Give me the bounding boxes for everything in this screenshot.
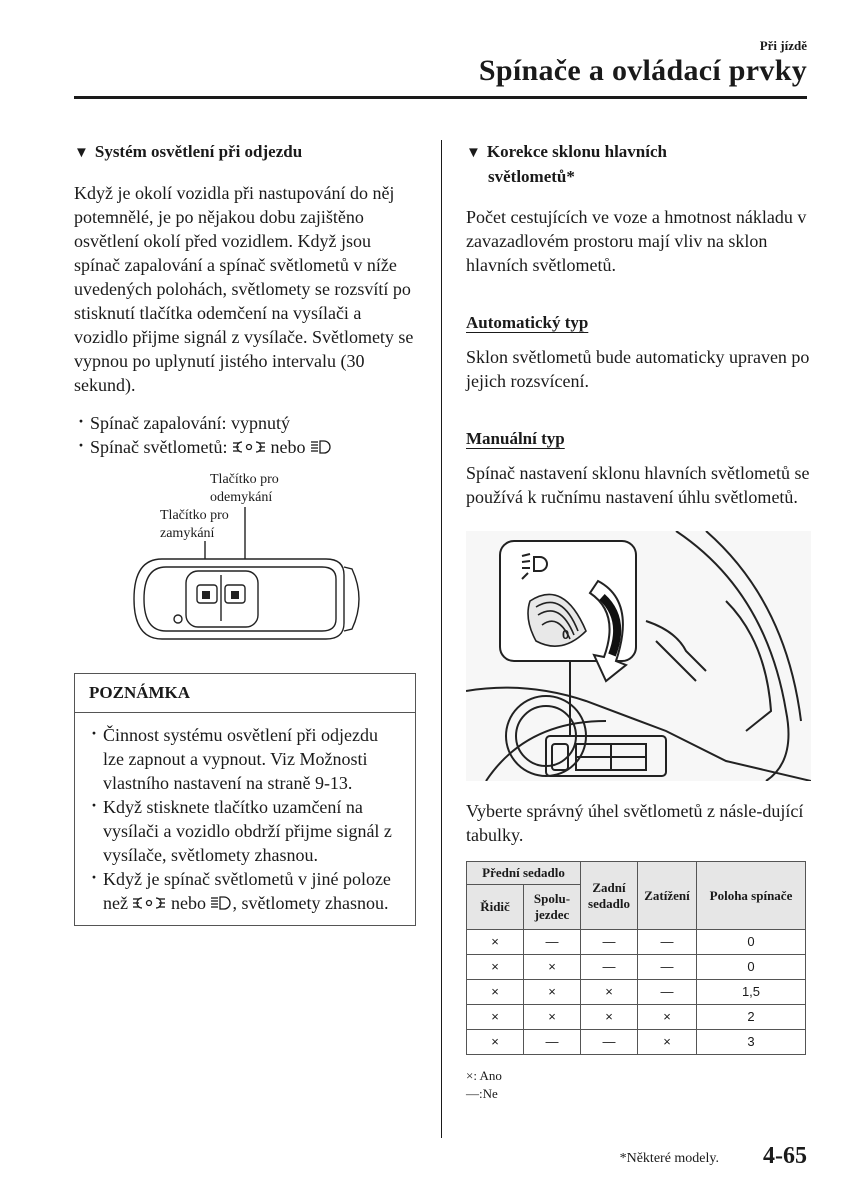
list-item: · Když stisknete tlačítko uzamčení na vysílači a vozidlo obdrží přijme signál z vysílače, světlomety zhasnou. [89, 795, 401, 867]
front-seat-header: Přední sedadlo [467, 862, 581, 885]
table-cell: × [467, 930, 524, 955]
table-cell: × [467, 1030, 524, 1055]
table-row [467, 1005, 806, 1030]
table-cell: × [524, 980, 581, 1005]
automatic-type-heading: Automatický typ [466, 313, 589, 332]
table-cell: 3 [697, 1030, 806, 1055]
table-cell: — [638, 955, 697, 980]
note-list [89, 723, 401, 915]
table-row [467, 955, 806, 980]
table-intro: Vyberte správný úhel světlometů z násle-dující tabulky. [466, 801, 804, 845]
key-fob-figure [74, 471, 419, 661]
load-header: Zatížení [638, 862, 697, 930]
manual-type-heading: Manuální typ [466, 429, 565, 448]
list-item: · Spínač zapalování: vypnutý [74, 411, 419, 435]
manual-type-text: Spínač nastavení sklonu hlavních světlometů se používá k ručnímu nastavení úhlu světlometů. [466, 463, 810, 507]
table-cell: × [581, 1005, 638, 1030]
table-cell: — [581, 955, 638, 980]
right-column [466, 140, 811, 1103]
leveling-dial-illustration [466, 531, 811, 781]
list-item: · Činnost systému osvětlení při odjezdu lze zapnout a vypnout. Viz Možnosti vlastního nastavení na straně 9-13. [89, 723, 401, 795]
headlight-position-table [466, 861, 806, 1055]
table-cell: × [467, 1005, 524, 1030]
automatic-type-text: Sklon světlometů bude automaticky upraven po jejich rozsvícení. [466, 347, 810, 391]
note-title: POZNÁMKA [75, 674, 415, 713]
headlight-icon [310, 440, 332, 454]
table-cell: — [581, 1030, 638, 1055]
table-cell: × [638, 1005, 697, 1030]
table-cell: — [581, 930, 638, 955]
left-column [74, 140, 419, 926]
section-heading: ▼ Korekce sklonu hlavních světlometů* [466, 142, 667, 186]
table-cell: × [524, 955, 581, 980]
unlock-button-label: Tlačítko pro odemykání [210, 472, 279, 505]
table-cell: — [638, 930, 697, 955]
section-label: Při jízdě [759, 38, 807, 53]
section-heading: ▼ Systém osvětlení při odjezdu [74, 142, 303, 161]
page-number: 4-65 [763, 1143, 807, 1169]
driver-header: Řidič [467, 885, 524, 930]
table-cell: 1,5 [697, 980, 806, 1005]
list-item: · Spínač světlometů: nebo [74, 435, 419, 459]
intro-paragraph: Počet cestujících ve voze a hmotnost nákladu v zavazadlovém prostoru mají vliv na sklon hlavních světlometů. [466, 207, 807, 275]
condition-list [74, 411, 419, 459]
lock-button-label: Tlačítko pro zamykání [160, 508, 229, 541]
table-cell: — [524, 1030, 581, 1055]
table-cell: × [638, 1030, 697, 1055]
switch-position-header: Poloha spínače [697, 862, 806, 930]
table-cell: — [638, 980, 697, 1005]
dial-zero-mark: 0 [562, 627, 570, 642]
rear-seat-header: Zadní sedadlo [581, 862, 638, 930]
key-fob-illustration [74, 471, 419, 661]
list-item: · Když je spínač světlometů v jiné poloze než nebo , světlomety zhasnou. [89, 867, 401, 915]
intro-paragraph: Když je okolí vozidla při nastupování do něj potemnělé, je po nějakou dobu zajištěno osvětlení okolí před vozidlem. Když jsou spínač zapalování a spínač světlometů v níže uvedených polohách, světlomety se rozsvítí po stisknutí tlačítka odemčení na vysílači a vozidlo přijme signál z vysílače. Světlomety se vypnou po uplynutí jistého intervalu (30 sekund). [74, 183, 414, 395]
triangle-icon: ▼ [466, 145, 481, 161]
parking-light-icon [232, 440, 266, 454]
table-row [467, 1030, 806, 1055]
parking-light-icon [132, 896, 166, 910]
table-cell: × [581, 980, 638, 1005]
table-cell: — [524, 930, 581, 955]
footnote: *Některé modely. [619, 1151, 719, 1166]
table-legend: ×: Ano —:Ne [466, 1068, 502, 1101]
table-body [467, 930, 806, 1055]
note-box [74, 673, 416, 926]
title-rule [74, 96, 807, 99]
table-cell: × [524, 1005, 581, 1030]
leveling-dial-photo [466, 531, 811, 781]
table-cell: 2 [697, 1005, 806, 1030]
table-row [467, 930, 806, 955]
table-cell: × [467, 980, 524, 1005]
column-divider [441, 140, 442, 1138]
passenger-header: Spolu- jezdec [524, 885, 581, 930]
table-cell: 0 [697, 955, 806, 980]
table-cell: 0 [697, 930, 806, 955]
table-row [467, 980, 806, 1005]
headlight-icon [210, 896, 232, 910]
page-title: Spínače a ovládací prvky [478, 54, 807, 87]
triangle-icon: ▼ [74, 145, 89, 161]
table-cell: × [467, 955, 524, 980]
